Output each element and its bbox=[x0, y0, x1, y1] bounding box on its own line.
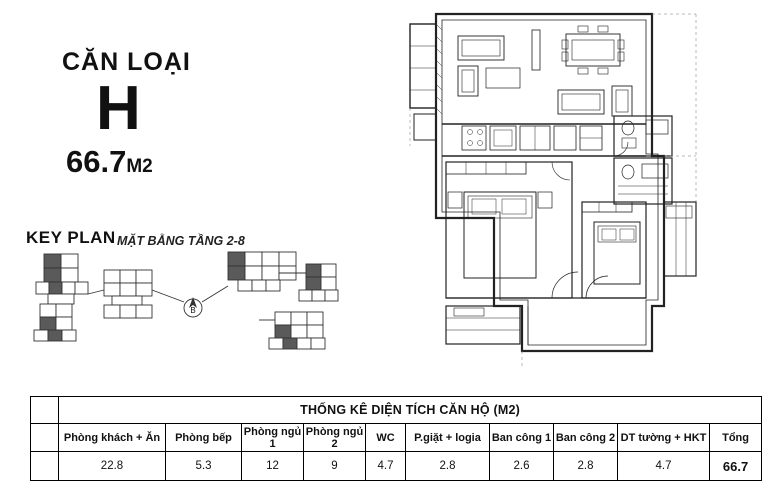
unit-type-label: CĂN LOẠI bbox=[62, 48, 191, 76]
value-balcony-1: 2.6 bbox=[490, 452, 554, 481]
balcony-right bbox=[664, 202, 696, 276]
header-bedroom-1: Phòng ngủ 1 bbox=[242, 424, 304, 452]
value-laundry-logia: 2.8 bbox=[406, 452, 490, 481]
table-corner-cell-3 bbox=[31, 452, 59, 481]
header-laundry-logia: P.giặt + logia bbox=[406, 424, 490, 452]
value-balcony-2: 2.8 bbox=[554, 452, 618, 481]
header-balcony-2: Ban công 2 bbox=[554, 424, 618, 452]
table-value-row bbox=[31, 452, 762, 481]
hallway bbox=[446, 162, 646, 345]
keyplan-block-right-bottom bbox=[259, 312, 325, 349]
unit-area-unit: M2 bbox=[126, 155, 153, 177]
table-caption-row bbox=[31, 397, 762, 424]
bedroom-1 bbox=[446, 162, 578, 298]
unit-area bbox=[66, 144, 362, 180]
kitchen bbox=[442, 124, 646, 156]
keyplan-block-right-top bbox=[228, 252, 338, 301]
header-bedroom-2: Phòng ngủ 2 bbox=[304, 424, 366, 452]
header-wall-tech-area: DT tường + HKT bbox=[618, 424, 710, 452]
unit-type-letter: H bbox=[96, 74, 141, 143]
apartment-floor-plan bbox=[402, 6, 707, 376]
key-plan-heading: KEY PLAN bbox=[26, 228, 116, 247]
table-header-row bbox=[31, 424, 762, 452]
logia-left bbox=[410, 24, 436, 140]
header-kitchen: Phòng bếp bbox=[166, 424, 242, 452]
value-living-dining: 22.8 bbox=[59, 452, 166, 481]
key-plan-diagram bbox=[16, 250, 346, 370]
value-wc: 4.7 bbox=[366, 452, 406, 481]
value-kitchen: 5.3 bbox=[166, 452, 242, 481]
area-table-wrapper bbox=[30, 396, 749, 481]
compass-rose bbox=[184, 297, 202, 317]
table-caption: THỐNG KÊ DIỆN TÍCH CĂN HỘ (M2) bbox=[59, 397, 762, 424]
balcony-bottom bbox=[446, 306, 520, 344]
living-room-furniture bbox=[458, 26, 632, 116]
unit-area-value: 66.7 bbox=[66, 143, 127, 179]
compass-label: B bbox=[190, 306, 196, 315]
value-wall-tech-area: 4.7 bbox=[618, 452, 710, 481]
title-block bbox=[62, 48, 362, 180]
header-living-dining: Phòng khách + Ăn bbox=[59, 424, 166, 452]
keyplan-block-mid-left bbox=[104, 270, 152, 318]
header-total: Tổng bbox=[710, 424, 762, 452]
table-corner-cell-2 bbox=[31, 424, 59, 452]
table-corner-cell bbox=[31, 397, 59, 424]
value-total: 66.7 bbox=[710, 452, 762, 481]
bedroom-2 bbox=[582, 202, 646, 298]
area-statistics-table bbox=[30, 396, 762, 481]
keyplan-block-left bbox=[34, 254, 88, 341]
value-bedroom-1: 12 bbox=[242, 452, 304, 481]
value-bedroom-2: 9 bbox=[304, 452, 366, 481]
header-wc: WC bbox=[366, 424, 406, 452]
header-balcony-1: Ban công 1 bbox=[490, 424, 554, 452]
key-plan-subtitle: MẶT BẰNG TẦNG 2-8 bbox=[117, 234, 245, 248]
